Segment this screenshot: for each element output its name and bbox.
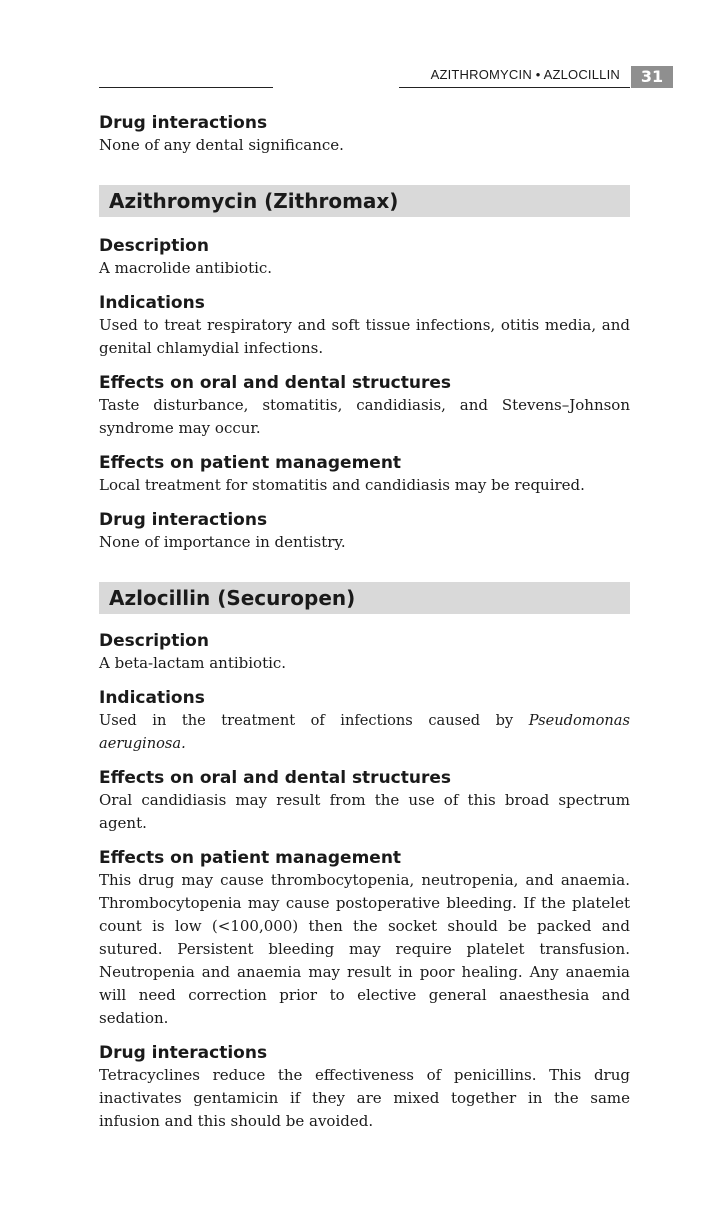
drug-title-banner (99, 582, 630, 614)
oral-effects-text: Taste disturbance, stomatitis, candidiasis, and Stevens–Johnson syndrome may occur. (99, 396, 630, 437)
drug-interactions-text: None of importance in dentistry. (99, 533, 346, 551)
description-text: A macrolide antibiotic. (99, 259, 273, 277)
drug-title-banner (99, 185, 630, 217)
drug-interactions-heading: Drug interactions (99, 510, 268, 530)
prev-section (99, 112, 630, 157)
drug-title: Azithromycin (Zithromax) (109, 189, 399, 213)
description-text: A beta-lactam antibiotic. (99, 654, 287, 672)
oral-effects-heading: Effects on oral and dental structures (99, 373, 452, 393)
indications-text (99, 709, 630, 755)
patient-management-text: Local treatment for stomatitis and candidiasis may be required. (99, 476, 585, 494)
patient-management-text: This drug may cause thrombocytopenia, neutropenia, and anaemia. Thrombocytopenia may cause postoperative bleeding. If the platelet count is low (<100,000) then the socket should be packed and sutured. Persistent bleeding may require platelet transfusion. Neutropenia and anaemia may result in poor healing. Any anaemia will need correction prior to elective general anaesthesia and sedation. (99, 871, 630, 1027)
drug-interactions-heading: Drug interactions (99, 1043, 268, 1063)
section-heading: Drug interactions (99, 113, 268, 133)
running-head (99, 66, 630, 88)
indications-text: Used to treat respiratory and soft tissue infections, otitis media, and genital chlamydial infections. (99, 316, 630, 357)
drug-title: Azlocillin (Securopen) (109, 586, 356, 610)
azithromycin-entry (99, 185, 630, 554)
patient-management-heading: Effects on patient management (99, 453, 402, 473)
running-head-text: AZITHROMYCIN • AZLOCILLIN (430, 67, 620, 82)
azlocillin-entry (99, 582, 630, 1133)
section-text: None of any dental significance. (99, 136, 344, 154)
description-heading: Description (99, 631, 209, 651)
page-number: 31 (631, 66, 673, 88)
drug-interactions-text: Tetracyclines reduce the effectiveness of penicillins. This drug inactivates gentamicin if they are mixed together in the same infusion and this should be avoided. (99, 1066, 630, 1130)
organism-name: Pseudomonas aeruginosa. (99, 712, 630, 752)
header-rule-right (399, 87, 630, 88)
oral-effects-heading: Effects on oral and dental structures (99, 768, 452, 788)
oral-effects-text: Oral candidiasis may result from the use of this broad spectrum agent. (99, 791, 630, 832)
indications-heading: Indications (99, 293, 205, 313)
indications-heading: Indications (99, 688, 205, 708)
indications-text-prefix: Used in the treatment of infections caused by (99, 712, 514, 729)
description-heading: Description (99, 236, 209, 256)
header-rule-left (99, 87, 273, 88)
patient-management-heading: Effects on patient management (99, 848, 402, 868)
